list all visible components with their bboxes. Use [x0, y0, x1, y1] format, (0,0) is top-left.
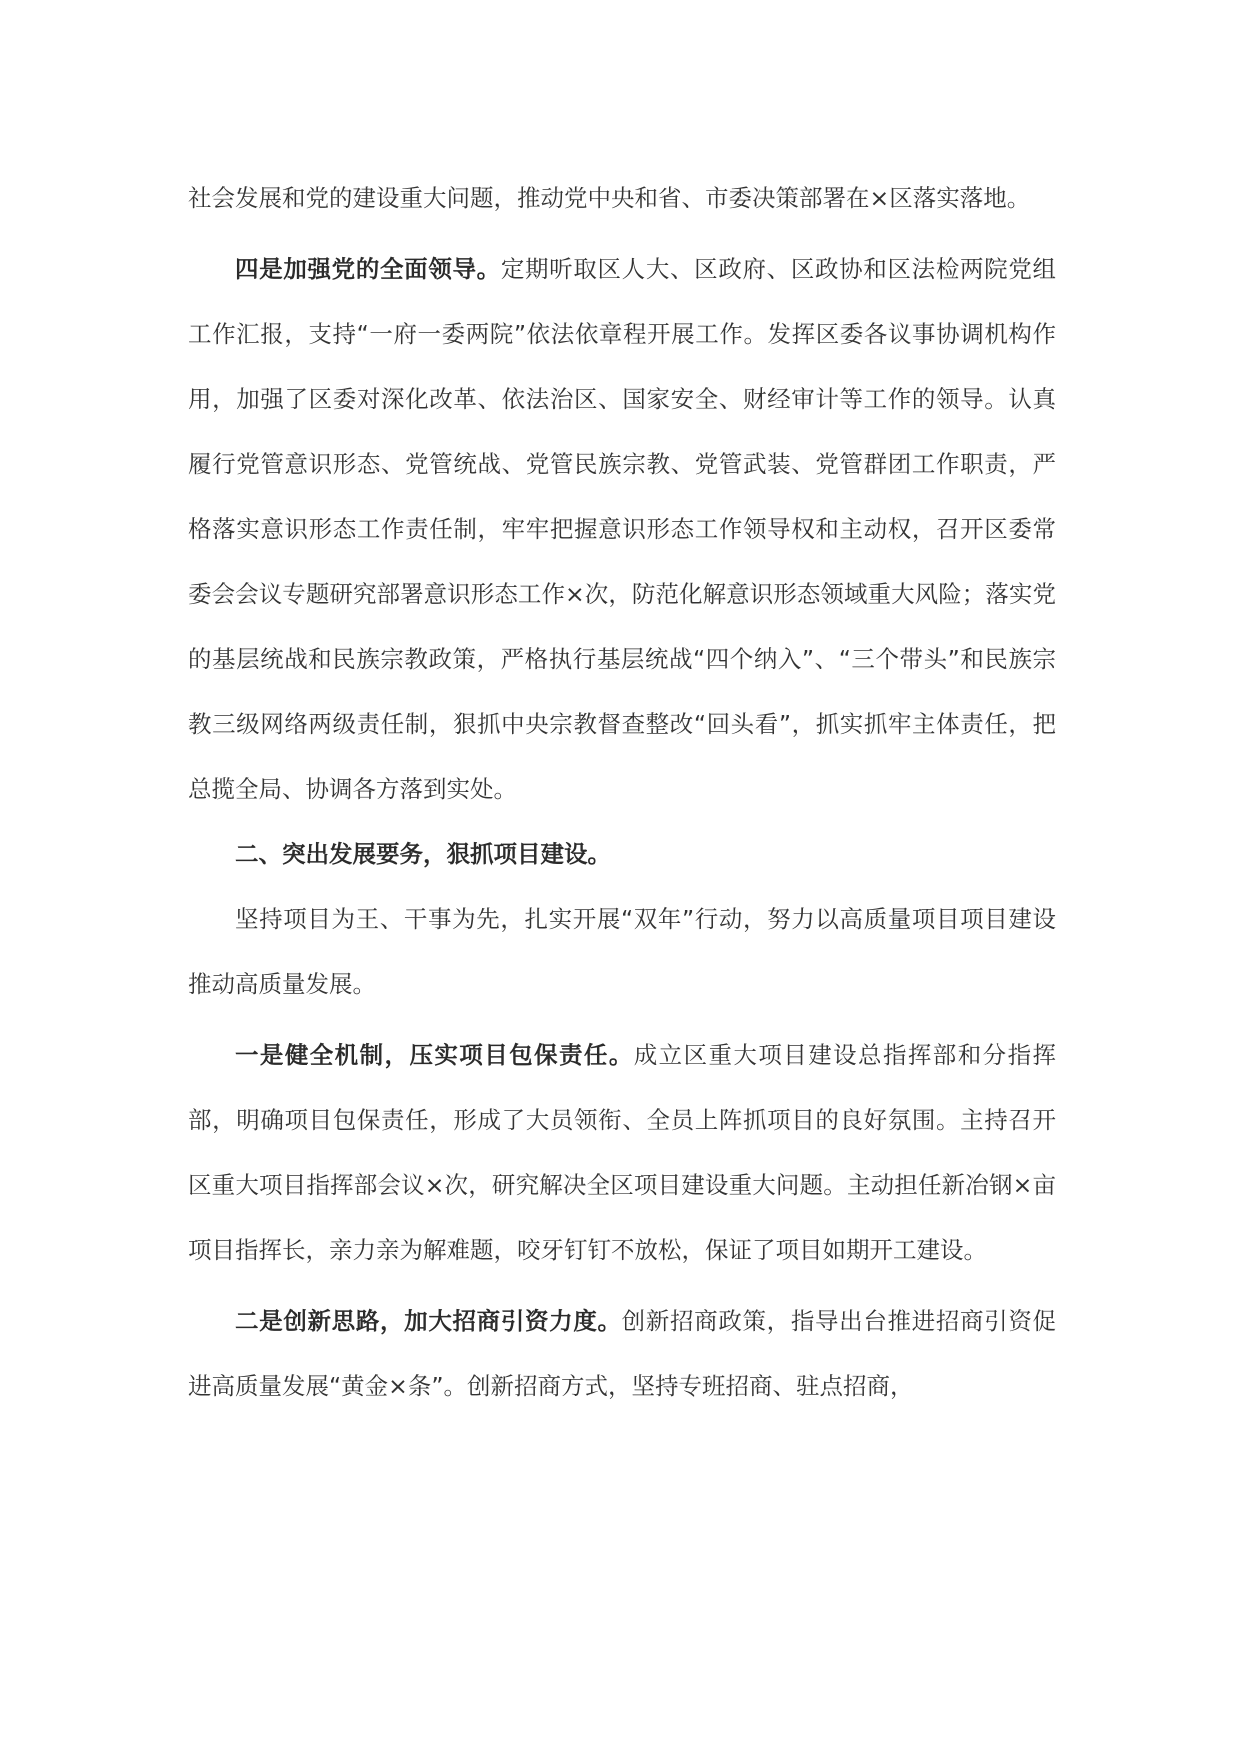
section-heading-text: 二、突出发展要务，狠抓项目建设。: [235, 840, 611, 868]
paragraph-text: 坚持项目为王、干事为先，扎实开展“双年”行动，努力以高质量项目项目建设推动高质量发展。: [188, 905, 1056, 998]
paragraph-text: 创新招商政策，指导出台推进招商引资促进高质量发展“黄金×条”。创新招商方式，坚持专班招商、驻点招商，: [188, 1307, 1057, 1400]
paragraph-mechanism: [188, 1023, 1056, 1283]
paragraph-lead: 四是加强党的全面领导。: [235, 255, 501, 283]
paragraph-text: 社会发展和党的建设重大问题，推动党中央和省、市委决策部署在×区落实落地。: [188, 184, 1031, 212]
document-page: [188, 166, 1056, 1419]
section-heading: [188, 822, 1056, 887]
paragraph-party-leadership: [188, 237, 1056, 822]
paragraph-intro: [188, 887, 1056, 1017]
paragraph-text: 成立区重大项目建设总指挥部和分指挥部，明确项目包保责任，形成了大员领衔、全员上阵抓项目的良好氛围。主持召开区重大项目指挥部会议×次，研究解决全区项目建设重大问题。主动担任新冶钢×亩项目指挥长，亲力亲为解难题，咬牙钉钉不放松，保证了项目如期开工建设。: [188, 1041, 1056, 1264]
paragraph-lead: 二是创新思路，加大招商引资力度。: [235, 1307, 622, 1335]
paragraph-text: 定期听取区人大、区政府、区政协和区法检两院党组工作汇报，支持“一府一委两院”依法依章程开展工作。发挥区委各议事协调机构作用，加强了区委对深化改革、依法治区、国家安全、财经审计等工作的领导。认真履行党管意识形态、党管统战、党管民族宗教、党管武装、党管群团工作职责，严格落实意识形态工作责任制，牢牢把握意识形态工作领导权和主动权，召开区委常委会会议专题研究部署意识形态工作×次，防范化解意识形态领域重大风险；落实党的基层统战和民族宗教政策，严格执行基层统战“四个纳入”、“三个带头”和民族宗教三级网络两级责任制，狠抓中央宗教督查整改“回头看”，抓实抓牢主体责任，把总揽全局、协调各方落到实处。: [188, 255, 1057, 803]
paragraph-investment: [188, 1289, 1056, 1419]
paragraph-lead: 一是健全机制，压实项目包保责任。: [235, 1041, 634, 1069]
paragraph-continuation: [188, 166, 1056, 231]
